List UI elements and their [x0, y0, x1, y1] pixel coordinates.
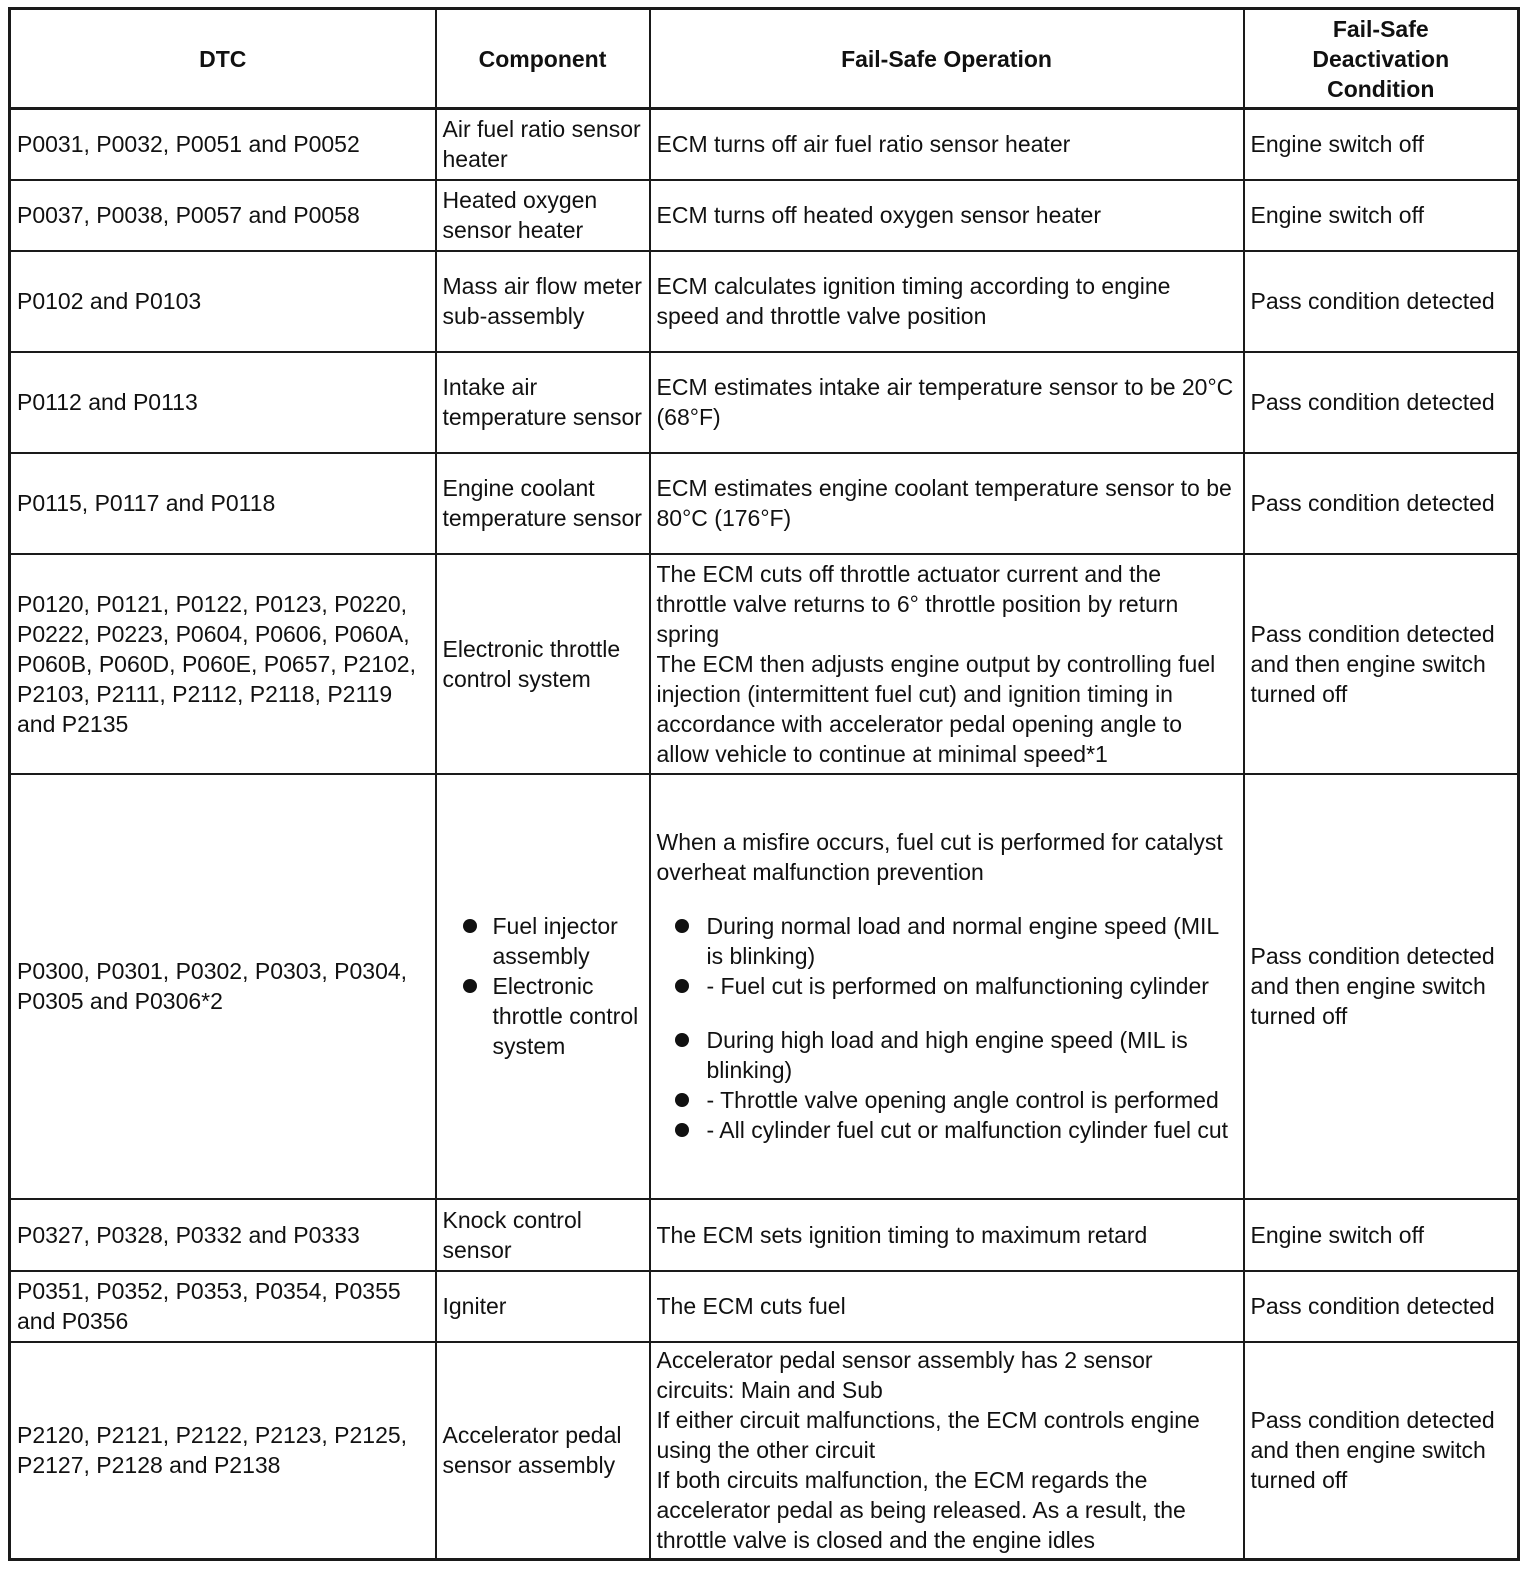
- dtc-cell: P0300, P0301, P0302, P0303, P0304, P0305 and P0306*2: [10, 774, 436, 1199]
- operation-paragraph: Accelerator pedal sensor assembly has 2 sensor circuits: Main and Sub: [656, 1347, 1153, 1404]
- deactivation-cell: Pass condition detected: [1244, 1271, 1519, 1342]
- component-cell: Heated oxygen sensor heater: [436, 180, 650, 251]
- deactivation-cell: Pass condition detected: [1244, 251, 1519, 352]
- operation-list: [657, 1025, 1237, 1145]
- list-item: - Fuel cut is performed on malfunctioning cylinder: [657, 971, 1237, 1001]
- dtc-cell: P0031, P0032, P0051 and P0052: [10, 109, 436, 180]
- component-cell: Knock control sensor: [436, 1199, 650, 1271]
- table-row: [10, 251, 1519, 352]
- operation-paragraph: If either circuit malfunctions, the ECM controls engine using the other circuit: [656, 1407, 1200, 1464]
- operation-cell: [650, 554, 1244, 774]
- deactivation-cell: Pass condition detected and then engine switch turned off: [1244, 1342, 1519, 1560]
- dtc-cell: P0351, P0352, P0353, P0354, P0355 and P0356: [10, 1271, 436, 1342]
- component-cell: [436, 774, 650, 1199]
- header-deactivation: Fail-Safe Deactivation Condition: [1244, 9, 1519, 109]
- table-row: [10, 554, 1519, 774]
- deactivation-cell: Engine switch off: [1244, 109, 1519, 180]
- component-cell: Mass air flow meter sub-assembly: [436, 251, 650, 352]
- operation-cell: [650, 774, 1244, 1199]
- table-row: [10, 1199, 1519, 1271]
- table-row: [10, 453, 1519, 554]
- component-cell: Electronic throttle control system: [436, 554, 650, 774]
- table-row: [10, 180, 1519, 251]
- operation-cell: The ECM sets ignition timing to maximum retard: [650, 1199, 1244, 1271]
- deactivation-cell: Pass condition detected and then engine switch turned off: [1244, 774, 1519, 1199]
- deactivation-cell: Engine switch off: [1244, 180, 1519, 251]
- component-list: [443, 911, 643, 1061]
- dtc-cell: P0120, P0121, P0122, P0123, P0220, P0222, P0223, P0604, P0606, P060A, P060B, P060D, P060E, P0657, P2102, P2103, P2111, P2112, P2118, P2119 and P2135: [10, 554, 436, 774]
- list-item: Electronic throttle control system: [443, 971, 643, 1061]
- component-cell: Engine coolant temperature sensor: [436, 453, 650, 554]
- operation-paragraph: The ECM then adjusts engine output by controlling fuel injection (intermittent fuel cut) and ignition timing in accordance with accelerator pedal opening angle to allow vehicle to continue at minimal speed*1: [656, 650, 1216, 767]
- operation-cell: [650, 1342, 1244, 1560]
- component-cell: Igniter: [436, 1271, 650, 1342]
- table-row: [10, 774, 1519, 1199]
- fail-safe-table: [8, 7, 1520, 1561]
- list-item: During high load and high engine speed (MIL is blinking): [657, 1025, 1237, 1085]
- operation-cell: The ECM cuts fuel: [650, 1271, 1244, 1342]
- operation-cell: ECM estimates engine coolant temperature sensor to be 80°C (176°F): [650, 453, 1244, 554]
- dtc-cell: P0037, P0038, P0057 and P0058: [10, 180, 436, 251]
- component-cell: Accelerator pedal sensor assembly: [436, 1342, 650, 1560]
- dtc-cell: P0115, P0117 and P0118: [10, 453, 436, 554]
- deactivation-cell: Pass condition detected: [1244, 453, 1519, 554]
- component-cell: Intake air temperature sensor: [436, 352, 650, 453]
- operation-paragraph: The ECM cuts off throttle actuator current and the throttle valve returns to 6° throttle position by return spring: [656, 560, 1179, 647]
- operation-cell: ECM estimates intake air temperature sensor to be 20°C (68°F): [650, 352, 1244, 453]
- operation-cell: ECM calculates ignition timing according to engine speed and throttle valve position: [650, 251, 1244, 352]
- operation-paragraph: If both circuits malfunction, the ECM regards the accelerator pedal as being released. As a result, the throttle valve is closed and the engine idles: [656, 1467, 1186, 1554]
- dtc-cell: P2120, P2121, P2122, P2123, P2125, P2127, P2128 and P2138: [10, 1342, 436, 1560]
- list-item: During normal load and normal engine speed (MIL is blinking): [657, 911, 1237, 971]
- table-row: [10, 109, 1519, 180]
- table-row: [10, 1271, 1519, 1342]
- list-item: Fuel injector assembly: [443, 911, 643, 971]
- dtc-cell: P0327, P0328, P0332 and P0333: [10, 1199, 436, 1271]
- operation-paragraph: When a misfire occurs, fuel cut is performed for catalyst overheat malfunction prevention: [656, 829, 1223, 885]
- header-component: Component: [436, 9, 650, 109]
- dtc-cell: P0102 and P0103: [10, 251, 436, 352]
- header-dtc: DTC: [10, 9, 436, 109]
- table-row: [10, 1342, 1519, 1560]
- component-cell: Air fuel ratio sensor heater: [436, 109, 650, 180]
- deactivation-cell: Engine switch off: [1244, 1199, 1519, 1271]
- list-item: - All cylinder fuel cut or malfunction cylinder fuel cut: [657, 1115, 1237, 1145]
- operation-cell: ECM turns off heated oxygen sensor heater: [650, 180, 1244, 251]
- deactivation-cell: Pass condition detected and then engine switch turned off: [1244, 554, 1519, 774]
- header-operation: Fail-Safe Operation: [650, 9, 1244, 109]
- operation-list: [657, 911, 1237, 1001]
- dtc-cell: P0112 and P0113: [10, 352, 436, 453]
- table-row: [10, 352, 1519, 453]
- operation-cell: ECM turns off air fuel ratio sensor heater: [650, 109, 1244, 180]
- deactivation-cell: Pass condition detected: [1244, 352, 1519, 453]
- header-row: [10, 9, 1519, 109]
- list-item: - Throttle valve opening angle control is performed: [657, 1085, 1237, 1115]
